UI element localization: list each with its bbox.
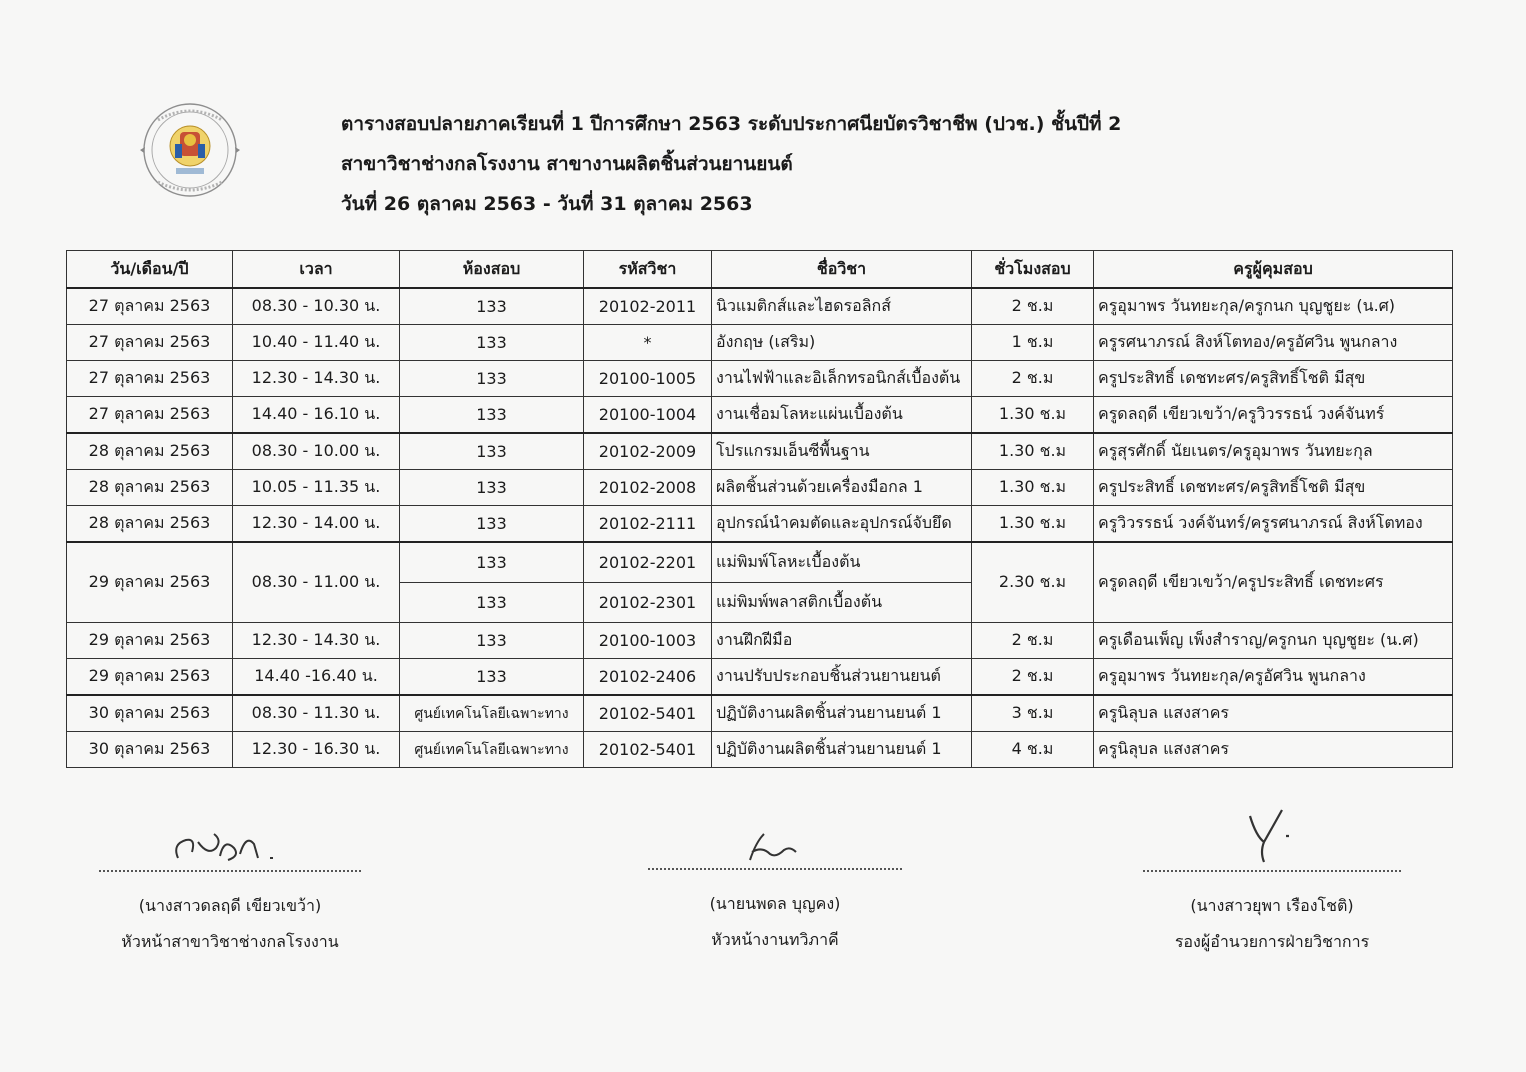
cell-teacher: ครูนิลุบล แสงสาคร [1094,695,1453,732]
cell-teacher: ครูประสิทธิ์ เดชทะศร/ครูสิทธิ์โชติ มีสุข [1094,361,1453,397]
cell-subject: อุปกรณ์นำคมตัดและอุปกรณ์จับยึด [712,506,972,543]
cell-subject: ปฏิบัติงานผลิตชิ้นส่วนยานยนต์ 1 [712,732,972,768]
cell-subject: โปรแกรมเอ็นซีพื้นฐาน [712,433,972,470]
table-row [67,623,1453,659]
table-row [67,695,1453,732]
handwritten-signature-2 [730,826,820,866]
cell-teacher: ครูสุรศักดิ์ นัยเนตร/ครูอุมาพร วันทยะกุล [1094,433,1453,470]
cell-date: 29 ตุลาคม 2563 [67,659,233,696]
cell-room: 133 [400,325,584,361]
cell-time: 12.30 - 14.30 น. [233,361,400,397]
cell-date: 29 ตุลาคม 2563 [67,623,233,659]
cell-room: 133 [400,361,584,397]
col-header-code: รหัสวิชา [584,251,712,289]
col-header-date: วัน/เดือน/ปี [67,251,233,289]
cell-code: 20102-2011 [584,288,712,325]
table-row [67,361,1453,397]
cell-hours: 1.30 ช.ม [972,433,1094,470]
cell-date: 30 ตุลาคม 2563 [67,732,233,768]
table-row [67,433,1453,470]
cell-code: 20102-5401 [584,695,712,732]
cell-code: 20102-2301 [584,583,712,623]
cell-hours: 2 ช.ม [972,288,1094,325]
table-row [67,659,1453,696]
table-row [67,288,1453,325]
cell-teacher: ครูเดือนเพ็ญ เพ็งสำราญ/ครูกนก บุญชูยะ (น.ศ) [1094,623,1453,659]
cell-code: 20100-1005 [584,361,712,397]
cell-date: 28 ตุลาคม 2563 [67,470,233,506]
cell-teacher: ครูรศนาภรณ์ สิงห์โตทอง/ครูอัศวิน พูนกลาง [1094,325,1453,361]
col-header-teacher: ครูผู้คุมสอบ [1094,251,1453,289]
handwritten-signature-1 [160,828,300,868]
table-row [67,325,1453,361]
cell-room: 133 [400,623,584,659]
cell-subject: ผลิตชิ้นส่วนด้วยเครื่องมือกล 1 [712,470,972,506]
signer-3-position: รองผู้อำนวยการฝ่ายวิชาการ [1174,932,1370,951]
cell-date: 29 ตุลาคม 2563 [67,542,233,623]
table-row [67,470,1453,506]
cell-hours: 3 ช.ม [972,695,1094,732]
cell-teacher: ครูประสิทธิ์ เดชทะศร/ครูสิทธิ์โชติ มีสุข [1094,470,1453,506]
cell-room: 133 [400,433,584,470]
cell-time: 10.40 - 11.40 น. [233,325,400,361]
cell-room: ศูนย์เทคโนโลยีเฉพาะทาง [400,695,584,732]
cell-date: 28 ตุลาคม 2563 [67,433,233,470]
cell-hours: 4 ช.ม [972,732,1094,768]
cell-time: 08.30 - 10.00 น. [233,433,400,470]
signature-block-3 [1140,806,1404,960]
table-row [67,506,1453,543]
cell-code: * [584,325,712,361]
cell-code: 20100-1004 [584,397,712,434]
exam-schedule-table [66,250,1453,768]
col-header-room: ห้องสอบ [400,251,584,289]
cell-teacher: ครูดลฤดี เขียวเขว้า/ครูประสิทธิ์ เดชทะศร [1094,542,1453,623]
cell-room: 133 [400,542,584,583]
cell-hours: 1.30 ช.ม [972,470,1094,506]
cell-code: 20102-2009 [584,433,712,470]
cell-subject: แม่พิมพ์โลหะเบื้องต้น [712,542,972,583]
cell-time: 12.30 - 14.30 น. [233,623,400,659]
cell-subject: งานไฟฟ้าและอิเล็กทรอนิกส์เบื้องต้น [712,361,972,397]
cell-subject: นิวแมติกส์และไฮดรอลิกส์ [712,288,972,325]
cell-code: 20102-2201 [584,542,712,583]
cell-date: 28 ตุลาคม 2563 [67,506,233,543]
cell-code: 20102-2111 [584,506,712,543]
cell-room: 133 [400,470,584,506]
cell-date: 27 ตุลาคม 2563 [67,288,233,325]
cell-date: 27 ตุลาคม 2563 [67,361,233,397]
cell-hours: 1.30 ช.ม [972,506,1094,543]
cell-subject: ปฏิบัติงานผลิตชิ้นส่วนยานยนต์ 1 [712,695,972,732]
cell-teacher: ครูนิลุบล แสงสาคร [1094,732,1453,768]
signer-1-position: หัวหน้าสาขาวิชาช่างกลโรงงาน [121,932,339,951]
cell-hours: 2.30 ช.ม [972,542,1094,623]
school-seal-logo [128,98,252,202]
cell-room: 133 [400,288,584,325]
signer-2-name: (นายนพดล บุญคง) [709,894,841,913]
cell-hours: 2 ช.ม [972,361,1094,397]
signature-block-1 [96,828,364,960]
cell-time: 08.30 - 11.00 น. [233,542,400,623]
cell-code: 20102-2406 [584,659,712,696]
table-header-row [67,251,1453,289]
cell-time: 10.05 - 11.35 น. [233,470,400,506]
signer-1-name: (นางสาวดลฤดี เขียวเขว้า) [138,896,322,915]
cell-code: 20102-2008 [584,470,712,506]
cell-room: 133 [400,659,584,696]
cell-time: 08.30 - 10.30 น. [233,288,400,325]
cell-time: 14.40 -16.40 น. [233,659,400,696]
cell-hours: 1.30 ช.ม [972,397,1094,434]
cell-hours: 2 ช.ม [972,623,1094,659]
cell-room: 133 [400,583,584,623]
col-header-time: เวลา [233,251,400,289]
cell-subject: แม่พิมพ์พลาสติกเบื้องต้น [712,583,972,623]
cell-teacher: ครูดลฤดี เขียวเขว้า/ครูวิวรรธน์ วงค์จันทร์ [1094,397,1453,434]
cell-time: 08.30 - 11.30 น. [233,695,400,732]
cell-code: 20102-5401 [584,732,712,768]
signature-block-2 [640,826,910,958]
table-row [67,732,1453,768]
document-heading [341,104,1121,224]
cell-time: 12.30 - 16.30 น. [233,732,400,768]
cell-date: 27 ตุลาคม 2563 [67,397,233,434]
cell-room: 133 [400,397,584,434]
cell-subject: อังกฤษ (เสริม) [712,325,972,361]
col-header-hours: ชั่วโมงสอบ [972,251,1094,289]
heading-line-2: สาขาวิชาช่างกลโรงงาน สาขางานผลิตชิ้นส่วนยานยนต์ [341,153,793,175]
cell-room: 133 [400,506,584,543]
cell-teacher: ครูอุมาพร วันทยะกุล/ครูกนก บุญชูยะ (น.ศ) [1094,288,1453,325]
cell-date: 30 ตุลาคม 2563 [67,695,233,732]
cell-subject: งานเชื่อมโลหะแผ่นเบื้องต้น [712,397,972,434]
cell-hours: 1 ช.ม [972,325,1094,361]
heading-line-3: วันที่ 26 ตุลาคม 2563 - วันที่ 31 ตุลาคม 2563 [341,193,753,215]
cell-teacher: ครูอุมาพร วันทยะกุล/ครูอัศวิน พูนกลาง [1094,659,1453,696]
table-row [67,397,1453,434]
cell-teacher: ครูวิวรรธน์ วงค์จันทร์/ครูรศนาภรณ์ สิงห์โตทอง [1094,506,1453,543]
cell-date: 27 ตุลาคม 2563 [67,325,233,361]
table-row [67,542,1453,583]
cell-code: 20100-1003 [584,623,712,659]
signer-2-position: หัวหน้างานทวิภาคี [711,930,839,949]
signer-3-name: (นางสาวยุพา เรืองโชติ) [1190,896,1354,915]
col-header-subject: ชื่อวิชา [712,251,972,289]
handwritten-signature-3 [1232,806,1312,868]
cell-room: ศูนย์เทคโนโลยีเฉพาะทาง [400,732,584,768]
heading-line-1: ตารางสอบปลายภาคเรียนที่ 1 ปีการศึกษา 2563 ระดับประกาศนียบัตรวิชาชีพ (ปวช.) ชั้นปีที่ 2 [341,113,1122,135]
cell-time: 12.30 - 14.00 น. [233,506,400,543]
cell-hours: 2 ช.ม [972,659,1094,696]
cell-subject: งานปรับประกอบชิ้นส่วนยานยนต์ [712,659,972,696]
cell-subject: งานฝึกฝีมือ [712,623,972,659]
cell-time: 14.40 - 16.10 น. [233,397,400,434]
